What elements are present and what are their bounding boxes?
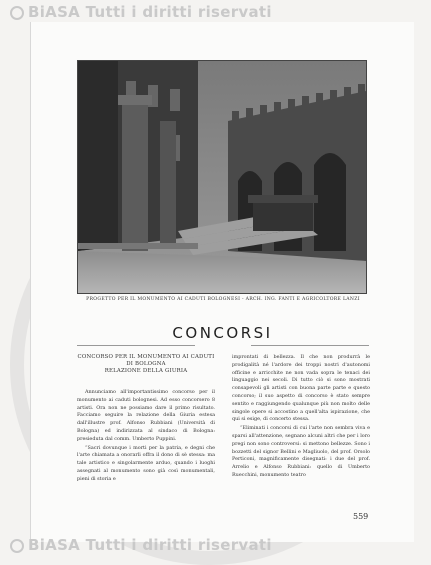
watermark-top [0,2,431,22]
article-column-right [232,354,370,481]
paragraph: improntati di bellezza. Il che non produrrà le prodigalità né l'ardore dei troppi nostri d'autonomi officine e arricchite ne non vada sopra le tenaci dei linguaggio nei secoli. Di tutto ciò si sono mostrati consapevoli gli artisti con buona parte parte e questo concorso; il suo aspetto di concorso è stato sempre sentito e raggiungendo qualunque più non molto delle singole opere si accostino a quell'alta ispirazione, che qui si esige, di concerto stessa. [232,354,370,423]
section-heading: CONCORSI [172,324,273,342]
paragraph: “Eliminati i concorsi di cui l'arte non sembra viva e sparsi all'attenzione, segnano alcuni altri che per i loro pregi non sono controversi: si mettono bellezze. Sono i bozzetti del signor Bellini e Magliuolo, del prof. Orsolo Perticoni, magnificamente disegnati: i due del prof. Arrelio e Alfonso Rubbiani: quello di Umberto Ruecchini, monumento teatro [232,425,370,478]
article-column-left [77,354,215,485]
subhead-line: RELAZIONE DELLA GIURIA [104,368,188,374]
photo-caption: PROGETTO PER IL MONUMENTO AI CADUTI BOLOGNESI - ARCH. ING. FANTI E AGRICOLTORE LANZI [86,297,360,302]
watermark-bottom [0,535,431,555]
watermark-text: BiASA Tutti i diritti riservati [28,536,272,554]
subhead-line: DI BOLOGNA [126,361,166,367]
paragraph: “Sacri dovunque i morti per la patria, e degni che l'arte chiamata a onorarli offra il dono di sè stessa: ma tale artistico e singolarmente arduo, quando i luoghi assegnati al monumento sono già così monumentali, pieni di storia e [77,444,215,482]
copyright-icon [10,539,24,553]
monument-photograph [77,60,367,294]
page-number: 559 [353,512,369,521]
magazine-page [30,22,414,542]
article-subheading [77,354,215,375]
monument-photo-image [78,61,366,293]
watermark-text: BiASA Tutti i diritti riservati [28,3,272,21]
paragraph: Annunciamo all'importantissimo concorso per il monumento ai caduti bolognesi. Ad esso concorsero 8 artisti. Ora non ne possiamo dare il primo risultato. Facciamo seguire la relazione della Giuria estesa dall'illustre prof. Alfonso Rubbiani (Università di Bologna) ed indirizzata al sindaco di Bologna: presieduta dal comm. Umberto Puppini. [77,389,215,442]
heading-rule-right [251,345,369,346]
copyright-icon [10,6,24,20]
heading-rule-left [77,345,195,346]
subhead-line: CONCORSO PER IL MONUMENTO AI CADUTI [77,354,215,360]
